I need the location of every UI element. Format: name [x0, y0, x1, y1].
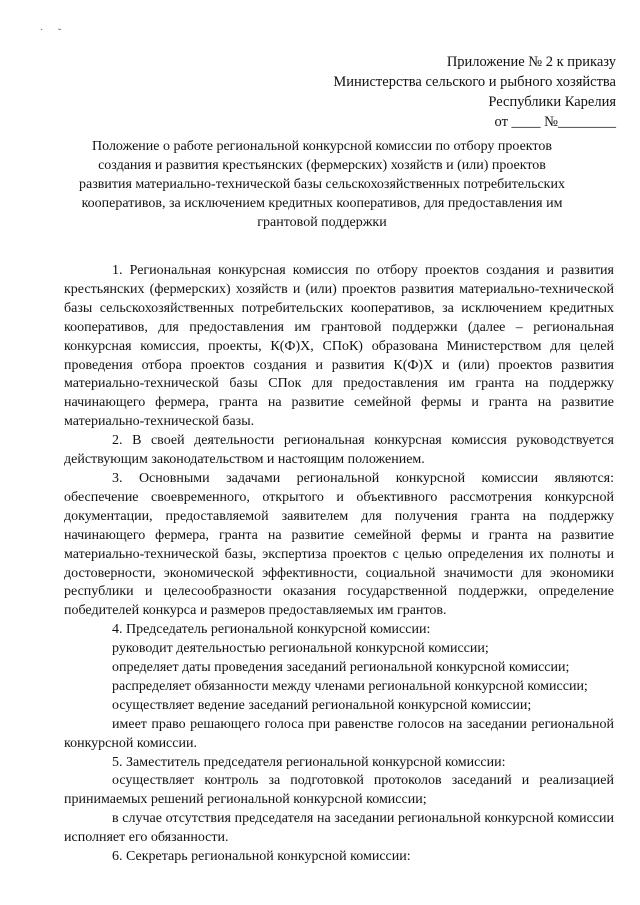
header-line-3: Республики Карелия: [488, 94, 616, 110]
paragraph: распределяет обязанности между членами региональной конкурсной комиссии;: [112, 678, 588, 694]
paragraph: 1. Региональная конкурсная комиссия по отбору проектов создания и развития крестьянских (фермерских) хозяйств и (или) проектов развития материально-технической базы сельскохозяйственных потребительских кооперативов, за исключением кредитных кооперативов, для предоставления им грантовой поддержки (далее – региональная конкурсная комиссия, проекты, К(Ф)Х, СПоК) образована Министерством для целей проведения отбора проектов создания и развития К(Ф)Х и (или) проектов развития материально-технической базы СПок для предоставления им гранта на поддержку начинающего фермера, гранта на развитие семейной фермы и гранта на развитие материально-технической базы.: [64, 263, 614, 430]
document-body: [64, 262, 614, 867]
paragraph: в случае отсутствия председателя на заседании региональной конкурсной комиссии исполняет его обязанности.: [64, 811, 614, 846]
document-title: Положение о работе региональной конкурсной комиссии по отбору проектов создания и развития крестьянских (фермерских) хозяйств и (или) проектов развития материально-технической базы сельскохозяйственных потребительских кооперативов, за исключением кредитных кооперативов, для предоставления им грантовой поддержки: [79, 139, 565, 230]
scan-marks: ˙ ˇ: [40, 28, 68, 39]
paragraph: руководит деятельностью региональной конкурсной комиссии;: [112, 641, 489, 657]
paragraph: осуществляет ведение заседаний региональной конкурсной комиссии;: [112, 697, 532, 713]
paragraph: 3. Основными задачами региональной конкурсной комиссии являются: обеспечение своевременного, открытого и объективного рассмотрения конкурсной документации, предоставляемой заявителем для получения гранта на поддержку начинающего фермера, гранта на развитие семейной фермы и гранта на развитие материально-технической базы, экспертиза проектов с целью определения их полноты и достоверности, экономической эффективности, социальной значимости для экономики республики и целесообразности оказания государственной поддержки, определение победителей конкурса и размеров предоставляемых им грантов.: [64, 470, 614, 619]
paragraph: 6. Секретарь региональной конкурсной комиссии:: [112, 849, 411, 865]
header-line-1: Приложение № 2 к приказу: [446, 54, 616, 70]
paragraph: имеет право решающего голоса при равенстве голосов на заседании региональной конкурсной комиссии.: [64, 716, 614, 751]
paragraph: 4. Председатель региональной конкурсной комиссии:: [112, 622, 431, 638]
paragraph: 5. Заместитель председателя региональной конкурсной комиссии:: [112, 754, 506, 770]
paragraph: 2. В своей деятельности региональная конкурсная комиссия руководствуется действующим законодательством и настоящим положением.: [64, 433, 614, 468]
paragraph: осуществляет контроль за подготовкой протоколов заседаний и реализацией принимаемых решений региональной конкурсной комиссии;: [64, 773, 614, 808]
paragraph: определяет даты проведения заседаний региональной конкурсной комиссии;: [112, 660, 570, 676]
document-header: [300, 52, 616, 132]
header-line-4: от ____ №________: [494, 114, 616, 130]
header-line-2: Министерства сельского и рыбного хозяйства: [333, 74, 616, 90]
